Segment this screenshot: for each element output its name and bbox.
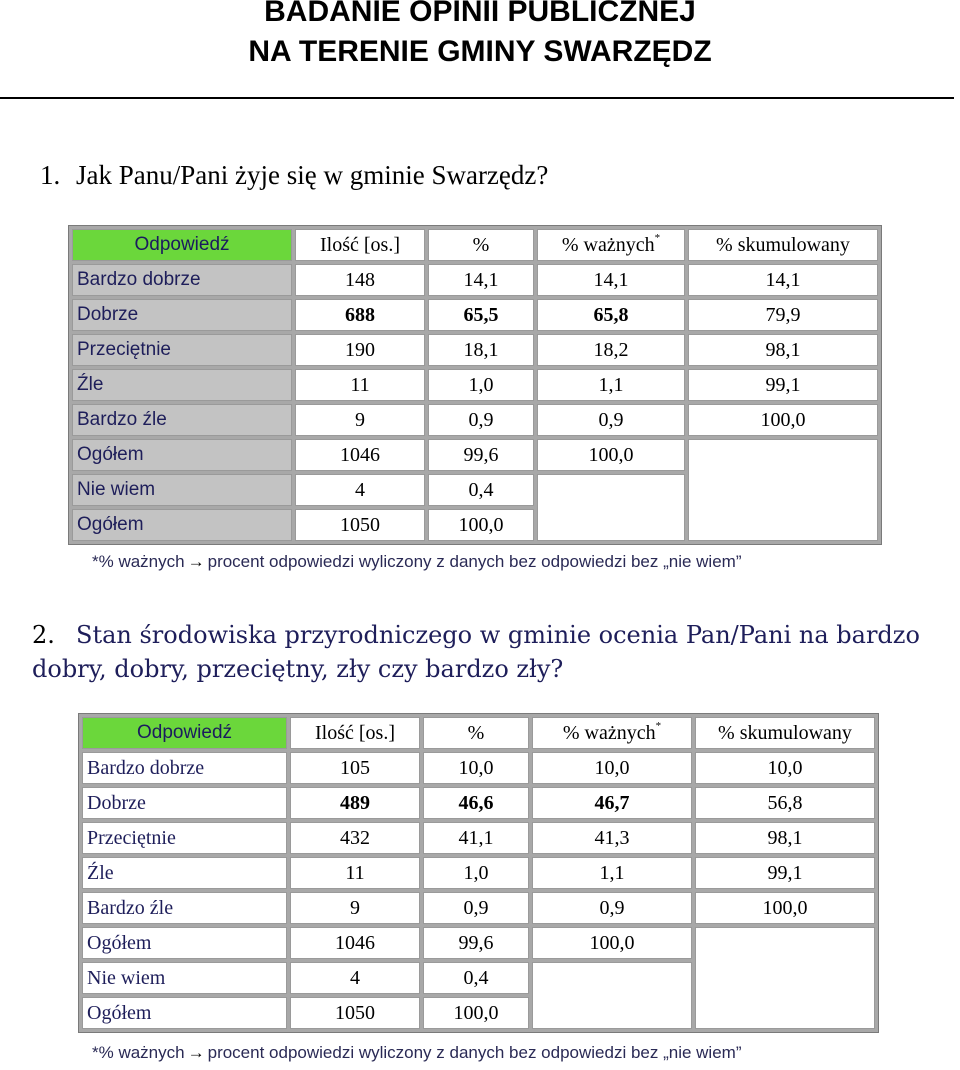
cell-count: 148 <box>295 264 425 296</box>
footnote-text: procent odpowiedzi wyliczony z danych bez odpowiedzi bez „nie wiem” <box>207 1043 742 1062</box>
cell-percent: 99,6 <box>428 439 534 471</box>
column-header-valid-label: % ważnych <box>561 233 655 256</box>
question-1 <box>40 158 548 192</box>
question-2-number: 2. <box>32 621 55 649</box>
cell-percent: 100,0 <box>423 997 529 1029</box>
table-row <box>72 264 878 296</box>
cell-count: 1046 <box>295 439 425 471</box>
table-row <box>82 892 875 924</box>
row-label: Bardzo dobrze <box>82 752 287 784</box>
results-table-2 <box>78 713 879 1033</box>
cell-percent: 100,0 <box>428 509 534 541</box>
cell-percent: 41,1 <box>423 822 529 854</box>
column-header-percent: % <box>428 229 534 261</box>
title-divider <box>0 97 954 99</box>
cell-cumulative: 79,9 <box>688 299 878 331</box>
footnote-2 <box>92 1043 742 1063</box>
cell-cumulative: 14,1 <box>688 264 878 296</box>
cell-cumulative: 99,1 <box>695 857 875 889</box>
cell-valid: 100,0 <box>532 927 692 959</box>
question-1-text: Jak Panu/Pani żyje się w gminie Swarzędz? <box>76 160 549 190</box>
question-1-number: 1. <box>40 160 61 190</box>
cell-valid: 10,0 <box>532 752 692 784</box>
footnote-marker: *% ważnych <box>92 552 185 571</box>
row-label: Ogółem <box>72 509 292 541</box>
row-label: Ogółem <box>82 997 287 1029</box>
cell-valid: 0,9 <box>532 892 692 924</box>
row-label: Ogółem <box>72 439 292 471</box>
row-label: Dobrze <box>82 787 287 819</box>
cell-count: 4 <box>295 474 425 506</box>
arrow-right-icon: → <box>187 1043 205 1062</box>
table-header-row <box>72 229 878 261</box>
row-label: Źle <box>82 857 287 889</box>
cell-valid: 1,1 <box>532 857 692 889</box>
table-row <box>72 299 878 331</box>
page-title-line-1: BADANIE OPINII PUBLICZNEJ <box>264 0 696 28</box>
cell-count: 11 <box>295 369 425 401</box>
column-header-valid-mark: * <box>655 719 662 732</box>
empty-cell <box>688 439 878 541</box>
cell-count: 9 <box>290 892 420 924</box>
column-header-valid <box>537 229 685 261</box>
column-header-count: Ilość [os.] <box>295 229 425 261</box>
cell-percent: 46,6 <box>423 787 529 819</box>
column-header-valid <box>532 717 692 749</box>
row-label: Nie wiem <box>72 474 292 506</box>
empty-cell <box>532 962 692 1029</box>
cell-count: 1050 <box>295 509 425 541</box>
column-header-answer: Odpowiedź <box>72 229 292 261</box>
question-2-text: Stan środowiska przyrodniczego w gminie ocenia Pan/Pani na bardzo dobry, dobry, przeciętny, zły czy bardzo zły? <box>32 621 920 683</box>
column-header-valid-label: % ważnych <box>562 721 656 744</box>
cell-percent: 99,6 <box>423 927 529 959</box>
cell-count: 1050 <box>290 997 420 1029</box>
footnote-text: procent odpowiedzi wyliczony z danych bez odpowiedzi bez „nie wiem” <box>207 552 742 571</box>
footnote-marker: *% ważnych <box>92 1043 185 1062</box>
row-label: Dobrze <box>72 299 292 331</box>
table-row <box>82 857 875 889</box>
cell-percent: 0,4 <box>428 474 534 506</box>
cell-valid: 14,1 <box>537 264 685 296</box>
table-row <box>72 404 878 436</box>
cell-valid: 65,8 <box>537 299 685 331</box>
cell-cumulative: 98,1 <box>695 822 875 854</box>
cell-cumulative: 100,0 <box>695 892 875 924</box>
table-row <box>82 787 875 819</box>
column-header-cumulative: % skumulowany <box>688 229 878 261</box>
cell-count: 9 <box>295 404 425 436</box>
column-header-answer: Odpowiedź <box>82 717 287 749</box>
cell-cumulative: 100,0 <box>688 404 878 436</box>
table-row <box>72 334 878 366</box>
cell-count: 1046 <box>290 927 420 959</box>
row-label: Bardzo dobrze <box>72 264 292 296</box>
cell-percent: 1,0 <box>428 369 534 401</box>
cell-percent: 18,1 <box>428 334 534 366</box>
row-label: Nie wiem <box>82 962 287 994</box>
question-2 <box>32 618 960 686</box>
cell-count: 4 <box>290 962 420 994</box>
column-header-percent: % <box>423 717 529 749</box>
table-row <box>82 927 875 959</box>
table-row <box>82 822 875 854</box>
cell-valid: 41,3 <box>532 822 692 854</box>
cell-cumulative: 98,1 <box>688 334 878 366</box>
row-label: Ogółem <box>82 927 287 959</box>
row-label: Przeciętnie <box>72 334 292 366</box>
table-row <box>72 439 878 471</box>
cell-valid: 0,9 <box>537 404 685 436</box>
cell-count: 432 <box>290 822 420 854</box>
footnote-1 <box>92 552 742 572</box>
cell-percent: 14,1 <box>428 264 534 296</box>
cell-count: 688 <box>295 299 425 331</box>
cell-valid: 46,7 <box>532 787 692 819</box>
cell-count: 489 <box>290 787 420 819</box>
table-row <box>82 752 875 784</box>
cell-percent: 1,0 <box>423 857 529 889</box>
cell-count: 11 <box>290 857 420 889</box>
cell-count: 105 <box>290 752 420 784</box>
cell-count: 190 <box>295 334 425 366</box>
empty-cell <box>537 474 685 541</box>
table-header-row <box>82 717 875 749</box>
cell-cumulative: 10,0 <box>695 752 875 784</box>
column-header-cumulative: % skumulowany <box>695 717 875 749</box>
cell-valid: 1,1 <box>537 369 685 401</box>
cell-percent: 10,0 <box>423 752 529 784</box>
row-label: Bardzo źle <box>82 892 287 924</box>
column-header-count: Ilość [os.] <box>290 717 420 749</box>
arrow-right-icon: → <box>187 552 205 571</box>
empty-cell <box>695 927 875 1029</box>
results-table-1 <box>68 225 882 545</box>
row-label: Przeciętnie <box>82 822 287 854</box>
page-title-line-2: NA TERENIE GMINY SWARZĘDZ <box>248 35 712 68</box>
cell-percent: 0,9 <box>423 892 529 924</box>
row-label: Źle <box>72 369 292 401</box>
table-row <box>72 369 878 401</box>
row-label: Bardzo źle <box>72 404 292 436</box>
cell-percent: 65,5 <box>428 299 534 331</box>
cell-cumulative: 56,8 <box>695 787 875 819</box>
column-header-valid-mark: * <box>654 231 661 244</box>
cell-valid: 18,2 <box>537 334 685 366</box>
cell-percent: 0,4 <box>423 962 529 994</box>
cell-percent: 0,9 <box>428 404 534 436</box>
cell-cumulative: 99,1 <box>688 369 878 401</box>
cell-valid: 100,0 <box>537 439 685 471</box>
